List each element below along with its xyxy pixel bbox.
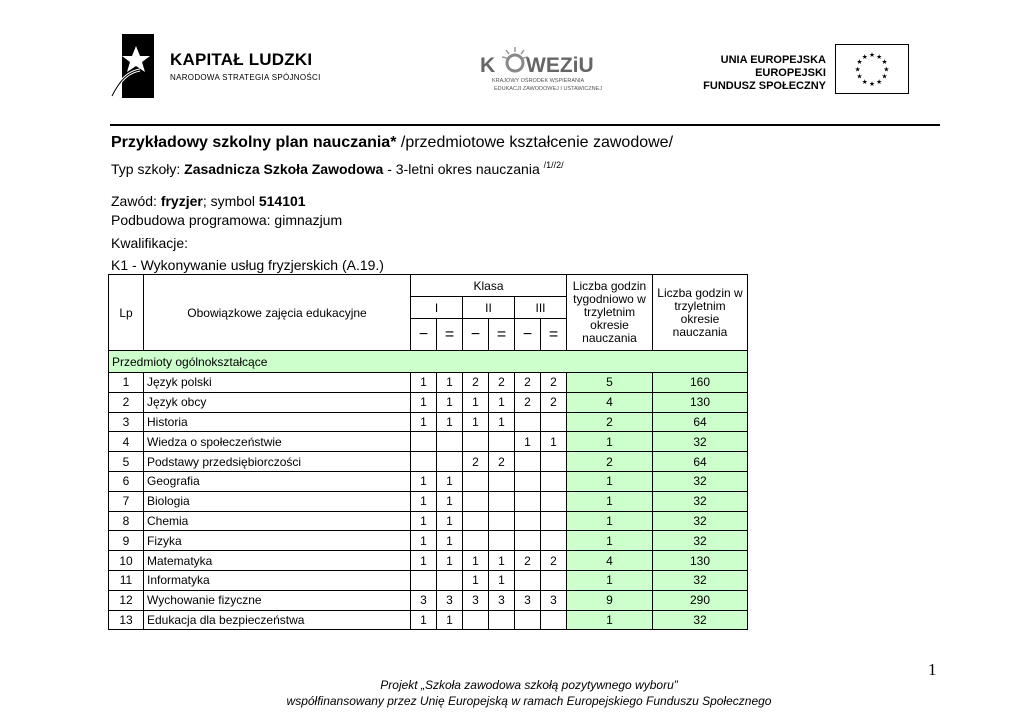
row-hours-cell: 2 bbox=[541, 373, 567, 393]
table-row bbox=[109, 531, 748, 551]
semester-2-mark: = bbox=[437, 319, 463, 351]
row-hours-cell bbox=[541, 570, 567, 590]
row-hours-cell: 1 bbox=[437, 412, 463, 432]
row-hours-cell bbox=[489, 432, 515, 452]
row-hours-cell bbox=[541, 412, 567, 432]
row-lp: 2 bbox=[109, 392, 144, 412]
row-hours-cell: 3 bbox=[541, 590, 567, 610]
title-bold: Przykładowy szkolny plan nauczania* bbox=[111, 134, 397, 151]
row-hours-cell bbox=[515, 452, 541, 472]
row-weekly-hours: 1 bbox=[567, 471, 653, 491]
row-lp: 10 bbox=[109, 551, 144, 571]
table-row bbox=[109, 392, 748, 412]
row-hours-cell bbox=[463, 471, 489, 491]
profession: fryzjer bbox=[160, 193, 203, 209]
class-II: II bbox=[463, 297, 515, 319]
row-hours-cell bbox=[515, 531, 541, 551]
row-hours-cell: 1 bbox=[437, 491, 463, 511]
kowezu-logo bbox=[478, 40, 602, 102]
eu-star-icon: ★ bbox=[861, 52, 868, 61]
row-hours-cell: 3 bbox=[411, 590, 437, 610]
row-hours-cell: 1 bbox=[411, 471, 437, 491]
row-lp: 11 bbox=[109, 570, 144, 590]
row-hours-cell bbox=[463, 432, 489, 452]
row-subject: Wiedza o społeczeństwie bbox=[144, 432, 411, 452]
row-hours-cell bbox=[463, 511, 489, 531]
row-subject: Podstawy przedsiębiorczości bbox=[144, 452, 411, 472]
kowezu-line1: KRAJOWY OŚRODEK WSPIERANIA bbox=[492, 78, 585, 84]
row-hours-cell: 1 bbox=[541, 432, 567, 452]
row-lp: 13 bbox=[109, 610, 144, 630]
row-subject: Język polski bbox=[144, 373, 411, 393]
row-weekly-hours: 1 bbox=[567, 531, 653, 551]
row-subject: Biologia bbox=[144, 491, 411, 511]
row-hours-cell: 1 bbox=[437, 373, 463, 393]
eu-star-icon: ★ bbox=[881, 72, 888, 81]
row-subject: Edukacja dla bezpieczeństwa bbox=[144, 610, 411, 630]
table-row bbox=[109, 471, 748, 491]
row-hours-cell: 1 bbox=[411, 610, 437, 630]
table-row bbox=[109, 511, 748, 531]
table-row bbox=[109, 590, 748, 610]
row-hours-cell bbox=[515, 471, 541, 491]
eu-star-icon: ★ bbox=[854, 65, 861, 74]
row-total-hours: 64 bbox=[653, 452, 748, 472]
row-hours-cell: 1 bbox=[437, 531, 463, 551]
row-hours-cell: 2 bbox=[541, 551, 567, 571]
eu-star-icon: ★ bbox=[883, 65, 890, 74]
kapital-ludzki-title: KAPITAŁ LUDZKI bbox=[170, 50, 313, 69]
row-hours-cell bbox=[411, 432, 437, 452]
row-weekly-hours: 1 bbox=[567, 570, 653, 590]
page-number: 1 bbox=[928, 660, 937, 679]
school-label: Typ szkoły: bbox=[111, 161, 185, 177]
row-weekly-hours: 5 bbox=[567, 373, 653, 393]
row-hours-cell bbox=[541, 531, 567, 551]
row-subject: Chemia bbox=[144, 511, 411, 531]
document-title bbox=[111, 134, 673, 152]
row-hours-cell bbox=[515, 412, 541, 432]
col-total-hours: Liczba godzin w trzyletnim okresie nauczania bbox=[653, 275, 748, 351]
kapital-ludzki-logo bbox=[110, 32, 330, 102]
eu-star-icon: ★ bbox=[856, 72, 863, 81]
row-weekly-hours: 1 bbox=[567, 491, 653, 511]
eu-star-icon: ★ bbox=[876, 77, 883, 86]
row-hours-cell bbox=[463, 610, 489, 630]
semester-1-mark: − bbox=[515, 319, 541, 351]
row-weekly-hours: 1 bbox=[567, 610, 653, 630]
row-subject: Historia bbox=[144, 412, 411, 432]
row-total-hours: 64 bbox=[653, 412, 748, 432]
row-hours-cell bbox=[489, 531, 515, 551]
semester-2-mark: = bbox=[489, 319, 515, 351]
row-hours-cell: 1 bbox=[437, 610, 463, 630]
col-lp: Lp bbox=[109, 275, 144, 351]
school-type-line bbox=[111, 160, 564, 177]
kapital-ludzki-subtitle: NARODOWA STRATEGIA SPÓJNOŚCI bbox=[170, 73, 321, 82]
row-hours-cell: 1 bbox=[463, 412, 489, 432]
eu-star-icon: ★ bbox=[881, 58, 888, 67]
row-lp: 5 bbox=[109, 452, 144, 472]
qualification-k1: K1 - Wykonywanie usług fryzjerskich (A.19.) bbox=[111, 257, 384, 273]
table-row bbox=[109, 491, 748, 511]
col-weekly-hours: Liczba godzin tygodniowo w trzyletnim okresie nauczania bbox=[567, 275, 653, 351]
section-general-subjects: Przedmioty ogólnokształcące bbox=[109, 351, 748, 373]
eu-star-icon: ★ bbox=[856, 58, 863, 67]
footer-project: Projekt „Szkoła zawodowa szkołą pozytywnego wyboru” bbox=[380, 678, 678, 692]
row-hours-cell bbox=[515, 570, 541, 590]
row-hours-cell: 1 bbox=[437, 471, 463, 491]
row-subject: Informatyka bbox=[144, 570, 411, 590]
row-hours-cell: 2 bbox=[463, 452, 489, 472]
row-subject: Matematyka bbox=[144, 551, 411, 571]
row-subject: Język obcy bbox=[144, 392, 411, 412]
symbol-label: ; symbol bbox=[202, 193, 259, 209]
row-hours-cell: 1 bbox=[411, 491, 437, 511]
row-hours-cell: 1 bbox=[411, 373, 437, 393]
row-hours-cell: 1 bbox=[489, 551, 515, 571]
profession-label: Zawód: bbox=[111, 193, 161, 209]
row-hours-cell: 1 bbox=[463, 570, 489, 590]
row-hours-cell bbox=[463, 491, 489, 511]
school-footnote: /1//2/ bbox=[543, 160, 564, 170]
row-total-hours: 290 bbox=[653, 590, 748, 610]
page-header bbox=[0, 0, 1024, 120]
row-lp: 6 bbox=[109, 471, 144, 491]
row-lp: 4 bbox=[109, 432, 144, 452]
row-hours-cell bbox=[541, 452, 567, 472]
table-row bbox=[109, 570, 748, 590]
row-hours-cell bbox=[541, 471, 567, 491]
table-row bbox=[109, 412, 748, 432]
table-row bbox=[109, 452, 748, 472]
eu-star-icon: ★ bbox=[868, 79, 876, 88]
row-hours-cell: 2 bbox=[515, 373, 541, 393]
row-hours-cell bbox=[541, 511, 567, 531]
row-hours-cell bbox=[411, 570, 437, 590]
row-hours-cell: 1 bbox=[463, 551, 489, 571]
kapital-ludzki-emblem-icon bbox=[110, 32, 166, 102]
eu-star-icon: ★ bbox=[861, 77, 868, 86]
semester-1-mark: − bbox=[463, 319, 489, 351]
row-hours-cell bbox=[489, 610, 515, 630]
eu-text bbox=[700, 54, 826, 93]
row-total-hours: 130 bbox=[653, 551, 748, 571]
row-hours-cell bbox=[515, 491, 541, 511]
row-lp: 8 bbox=[109, 511, 144, 531]
profession-line bbox=[111, 193, 306, 209]
class-I: I bbox=[411, 297, 463, 319]
row-hours-cell: 1 bbox=[411, 412, 437, 432]
title-rest: /przedmiotowe kształcenie zawodowe/ bbox=[396, 134, 674, 151]
row-hours-cell bbox=[515, 511, 541, 531]
eu-star-icon: ★ bbox=[876, 52, 883, 61]
kowezu-k: K bbox=[480, 54, 496, 77]
row-hours-cell: 3 bbox=[463, 590, 489, 610]
row-lp: 1 bbox=[109, 373, 144, 393]
kowezu-line2: EDUKACJI ZAWODOWEJ I USTAWICZNEJ bbox=[494, 86, 602, 92]
table-row bbox=[109, 432, 748, 452]
row-hours-cell: 2 bbox=[515, 392, 541, 412]
row-weekly-hours: 2 bbox=[567, 452, 653, 472]
footer-cofinancing: współfinansowany przez Unię Europejską w ramach Europejskiego Funduszu Społecznego bbox=[286, 694, 772, 708]
row-hours-cell: 1 bbox=[489, 392, 515, 412]
row-total-hours: 32 bbox=[653, 471, 748, 491]
row-total-hours: 130 bbox=[653, 392, 748, 412]
row-hours-cell bbox=[515, 610, 541, 630]
row-hours-cell bbox=[437, 452, 463, 472]
row-subject: Fizyka bbox=[144, 531, 411, 551]
row-total-hours: 160 bbox=[653, 373, 748, 393]
row-subject: Geografia bbox=[144, 471, 411, 491]
row-hours-cell: 2 bbox=[463, 373, 489, 393]
eu-star-icon: ★ bbox=[868, 51, 876, 59]
row-lp: 12 bbox=[109, 590, 144, 610]
row-hours-cell bbox=[489, 471, 515, 491]
row-subject: Wychowanie fizyczne bbox=[144, 590, 411, 610]
semester-2-mark: = bbox=[541, 319, 567, 351]
row-hours-cell: 1 bbox=[411, 551, 437, 571]
semester-1-mark: − bbox=[411, 319, 437, 351]
row-weekly-hours: 1 bbox=[567, 511, 653, 531]
row-hours-cell bbox=[411, 452, 437, 472]
table-row bbox=[109, 373, 748, 393]
row-hours-cell bbox=[541, 491, 567, 511]
table-row bbox=[109, 551, 748, 571]
row-hours-cell: 1 bbox=[489, 570, 515, 590]
row-hours-cell: 2 bbox=[489, 373, 515, 393]
row-hours-cell: 3 bbox=[437, 590, 463, 610]
row-hours-cell: 1 bbox=[411, 511, 437, 531]
row-hours-cell bbox=[437, 570, 463, 590]
row-hours-cell bbox=[541, 610, 567, 630]
row-hours-cell bbox=[489, 491, 515, 511]
row-hours-cell: 3 bbox=[489, 590, 515, 610]
row-total-hours: 32 bbox=[653, 570, 748, 590]
eu-line3: FUNDUSZ SPOŁECZNY bbox=[703, 80, 826, 92]
school-type: Zasadnicza Szkoła Zawodowa bbox=[184, 161, 384, 177]
qualifications-line: Kwalifikacje: bbox=[111, 235, 189, 251]
row-hours-cell: 1 bbox=[411, 392, 437, 412]
basis-line: Podbudowa programowa: gimnazjum bbox=[111, 212, 343, 228]
row-lp: 9 bbox=[109, 531, 144, 551]
row-hours-cell: 1 bbox=[437, 551, 463, 571]
class-III: III bbox=[515, 297, 567, 319]
row-hours-cell bbox=[489, 511, 515, 531]
row-hours-cell bbox=[437, 432, 463, 452]
row-hours-cell: 2 bbox=[515, 551, 541, 571]
row-hours-cell: 1 bbox=[515, 432, 541, 452]
row-hours-cell: 1 bbox=[437, 392, 463, 412]
header-rule bbox=[110, 124, 940, 126]
col-klasa: Klasa bbox=[411, 275, 567, 297]
row-lp: 3 bbox=[109, 412, 144, 432]
row-lp: 7 bbox=[109, 491, 144, 511]
row-hours-cell: 3 bbox=[515, 590, 541, 610]
row-hours-cell: 1 bbox=[437, 511, 463, 531]
row-total-hours: 32 bbox=[653, 531, 748, 551]
row-total-hours: 32 bbox=[653, 511, 748, 531]
row-hours-cell: 2 bbox=[489, 452, 515, 472]
row-hours-cell: 1 bbox=[489, 412, 515, 432]
row-hours-cell: 1 bbox=[411, 531, 437, 551]
eu-flag-icon bbox=[835, 44, 909, 94]
symbol: 514101 bbox=[258, 193, 306, 209]
row-weekly-hours: 4 bbox=[567, 392, 653, 412]
row-weekly-hours: 1 bbox=[567, 432, 653, 452]
table-row bbox=[109, 610, 748, 630]
school-rest: - 3-letni okres nauczania bbox=[383, 161, 544, 177]
row-weekly-hours: 9 bbox=[567, 590, 653, 610]
teaching-plan-table bbox=[108, 274, 748, 630]
eu-line1: UNIA EUROPEJSKA bbox=[720, 54, 826, 66]
row-weekly-hours: 2 bbox=[567, 412, 653, 432]
row-hours-cell bbox=[463, 531, 489, 551]
col-subject: Obowiązkowe zajęcia edukacyjne bbox=[144, 275, 411, 351]
row-weekly-hours: 4 bbox=[567, 551, 653, 571]
row-total-hours: 32 bbox=[653, 491, 748, 511]
row-total-hours: 32 bbox=[653, 432, 748, 452]
kowezu-wordmark: WEZiU bbox=[526, 54, 594, 77]
row-hours-cell: 1 bbox=[463, 392, 489, 412]
row-total-hours: 32 bbox=[653, 610, 748, 630]
row-hours-cell: 2 bbox=[541, 392, 567, 412]
eu-line2: EUROPEJSKI bbox=[755, 67, 826, 79]
